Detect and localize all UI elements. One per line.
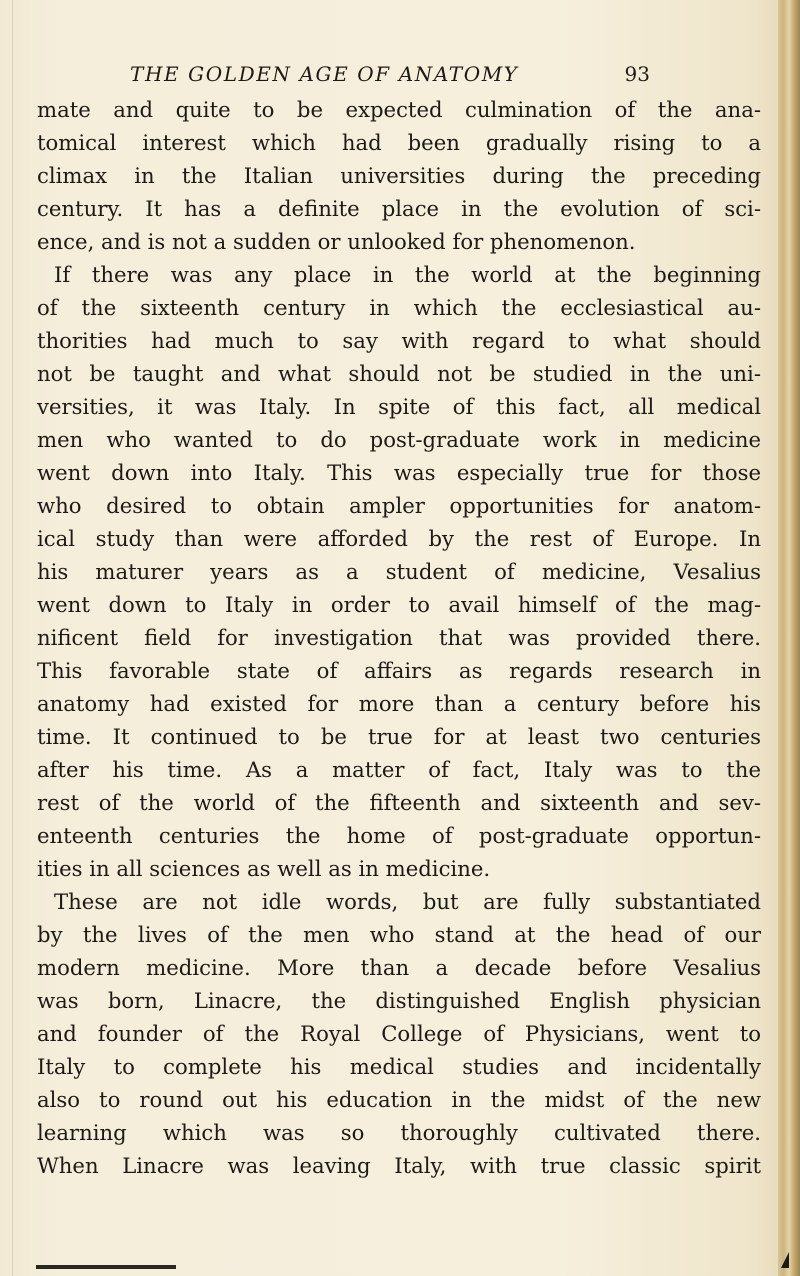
text-line: of the sixteenth century in which the ecclesiastical au- — [37, 295, 761, 320]
text-line: ical study than were afforded by the rest of Europe. In — [37, 526, 761, 551]
text-line: not be taught and what should not be studied in the uni- — [37, 361, 761, 386]
text-line: by the lives of the men who stand at the head of our — [37, 922, 761, 947]
text-line: his maturer years as a student of medicine, Vesalius — [37, 559, 761, 584]
bottom-rule — [36, 1265, 176, 1269]
text-line: climax in the Italian universities during the preceding — [37, 163, 761, 188]
text-line: also to round out his education in the midst of the new — [37, 1087, 761, 1112]
text-line: modern medicine. More than a decade before Vesalius — [37, 955, 761, 980]
text-line: anatomy had existed for more than a century before his — [37, 691, 761, 716]
text-line: after his time. As a matter of fact, Italy was to the — [37, 757, 761, 782]
text-line: century. It has a definite place in the evolution of sci- — [37, 196, 761, 221]
page-edge-strip — [778, 0, 800, 1276]
text-line: went down to Italy in order to avail himself of the mag- — [37, 592, 761, 617]
text-line: If there was any place in the world at the beginning — [54, 262, 761, 287]
text-line: When Linacre was leaving Italy, with true classic spirit — [37, 1153, 761, 1178]
text-line: nificent field for investigation that was provided there. — [37, 625, 761, 650]
body-text — [37, 93, 761, 1182]
text-line: ence, and is not a sudden or unlooked for phenomenon. — [37, 229, 636, 254]
text-line: mate and quite to be expected culmination of the ana- — [37, 97, 761, 122]
text-line: versities, it was Italy. In spite of this fact, all medical — [37, 394, 761, 419]
text-line: enteenth centuries the home of post-graduate opportun- — [37, 823, 761, 848]
text-line: and founder of the Royal College of Physicians, went to — [37, 1021, 761, 1046]
running-title: THE GOLDEN AGE OF ANATOMY — [130, 62, 519, 86]
text-line: ities in all sciences as well as in medicine. — [37, 856, 491, 881]
text-line: men who wanted to do post-graduate work in medicine — [37, 427, 761, 452]
text-line: thorities had much to say with regard to what should — [37, 328, 761, 353]
text-line: rest of the world of the fifteenth and sixteenth and sev- — [37, 790, 761, 815]
gutter-line — [12, 0, 13, 1276]
text-line: Italy to complete his medical studies and incidentally — [37, 1054, 761, 1079]
text-line: learning which was so thoroughly cultivated there. — [37, 1120, 761, 1145]
text-line: was born, Linacre, the distinguished English physician — [37, 988, 761, 1013]
text-line: tomical interest which had been gradually rising to a — [37, 130, 761, 155]
text-line: who desired to obtain ampler opportunities for anatom- — [37, 493, 761, 518]
running-head — [130, 62, 650, 92]
text-line: This favorable state of affairs as regards research in — [37, 658, 761, 683]
page-edge-mark — [781, 1252, 789, 1268]
page-number: 93 — [624, 62, 650, 86]
text-line: These are not idle words, but are fully substantiated — [54, 889, 761, 914]
text-line: time. It continued to be true for at least two centuries — [37, 724, 761, 749]
text-line: went down into Italy. This was especially true for those — [37, 460, 761, 485]
